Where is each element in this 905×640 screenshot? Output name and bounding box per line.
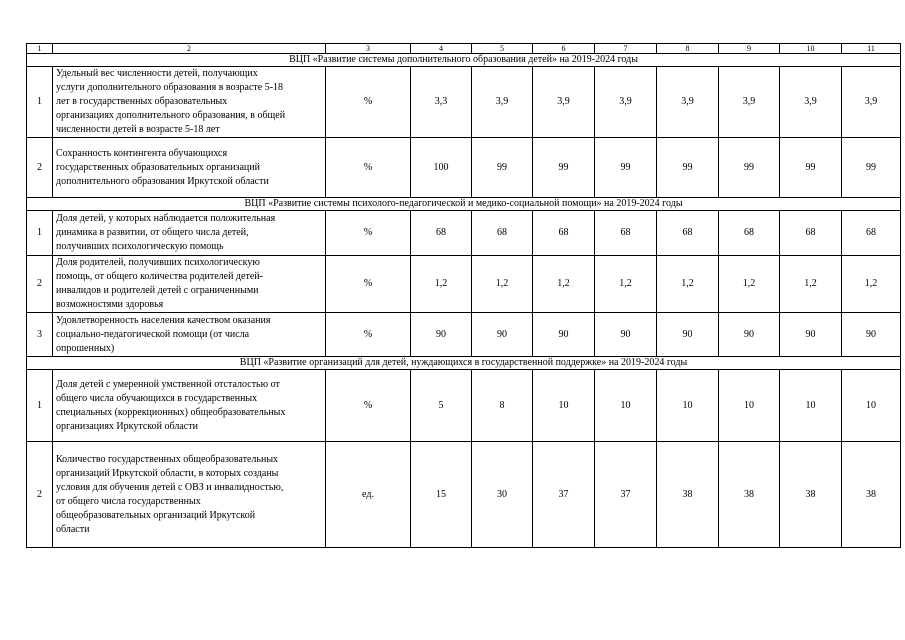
indicator-name-line: Удельный вес численности детей, получающих — [56, 68, 258, 79]
row-number: 1 — [27, 67, 53, 138]
table-row — [27, 67, 901, 138]
indicator-name-line: Доля детей с умеренной умственной отсталостью от — [56, 378, 280, 390]
header-cell: 4 — [411, 44, 472, 54]
indicator-name — [53, 442, 326, 548]
indicator-name-line: от общего числа государственных — [56, 495, 201, 507]
value-cell: 68 — [411, 211, 472, 256]
value-cell: 99 — [842, 138, 901, 198]
value-cell: 37 — [533, 442, 595, 548]
value-cell: 10 — [595, 370, 657, 442]
indicator-name-line: Доля детей, у которых наблюдается положительная — [56, 213, 276, 224]
indicator-name — [53, 370, 326, 442]
value-cell: 38 — [842, 442, 901, 548]
value-cell: 68 — [472, 211, 533, 256]
indicator-name-line: области — [56, 523, 90, 535]
value-cell: 99 — [472, 138, 533, 198]
indicator-name-line: организаций Иркутской области, в которых созданы — [56, 467, 279, 479]
value-cell: 68 — [533, 211, 595, 256]
table-row — [27, 138, 901, 198]
indicator-name-line: возможностями здоровья — [56, 299, 164, 310]
header-cell: 9 — [719, 44, 780, 54]
unit: % — [326, 313, 411, 357]
value-cell: 15 — [411, 442, 472, 548]
value-cell: 90 — [780, 313, 842, 357]
value-cell: 3,9 — [719, 67, 780, 138]
value-cell: 3,9 — [595, 67, 657, 138]
value-cell: 99 — [719, 138, 780, 198]
value-cell: 30 — [472, 442, 533, 548]
value-cell: 1,2 — [411, 256, 472, 313]
value-cell: 99 — [533, 138, 595, 198]
value-cell: 99 — [657, 138, 719, 198]
row-number: 1 — [27, 370, 53, 442]
indicator-name-line: лет в государственных образовательных — [56, 96, 228, 107]
value-cell: 3,9 — [472, 67, 533, 138]
value-cell: 8 — [472, 370, 533, 442]
indicator-name-line: Количество государственных общеобразовательных — [56, 453, 279, 465]
indicator-name-line: государственных образовательных организаций — [56, 161, 260, 173]
table-row — [27, 370, 901, 442]
section-title: ВЦП «Развитие системы дополнительного образования детей» на 2019-2024 годы — [27, 54, 901, 67]
header-cell: 11 — [842, 44, 901, 54]
indicator-name-line: организациях дополнительного образования, в общей — [56, 110, 286, 121]
value-cell: 1,2 — [595, 256, 657, 313]
indicator-name-line: получивших психологическую помощь — [56, 241, 224, 252]
value-cell: 38 — [719, 442, 780, 548]
indicator-name-line: Сохранность контингента обучающихся — [56, 147, 228, 159]
value-cell: 10 — [657, 370, 719, 442]
value-cell: 68 — [657, 211, 719, 256]
indicator-name-line: дополнительного образования Иркутской области — [56, 175, 269, 187]
table-row — [27, 256, 901, 313]
unit: % — [326, 138, 411, 198]
unit: % — [326, 211, 411, 256]
indicator-name — [53, 138, 326, 198]
section-header-row — [27, 198, 901, 211]
value-cell: 68 — [780, 211, 842, 256]
value-cell: 90 — [842, 313, 901, 357]
indicator-name-line: условия для обучения детей с ОВЗ и инвалидностью, — [56, 481, 284, 493]
value-cell: 37 — [595, 442, 657, 548]
value-cell: 90 — [657, 313, 719, 357]
value-cell: 90 — [595, 313, 657, 357]
indicator-name-line: общего числа обучающихся в государственных — [56, 392, 258, 404]
value-cell: 3,9 — [780, 67, 842, 138]
value-cell: 38 — [780, 442, 842, 548]
header-row — [27, 44, 901, 54]
header-cell: 1 — [27, 44, 53, 54]
row-number: 2 — [27, 138, 53, 198]
value-cell: 3,9 — [533, 67, 595, 138]
indicator-name-line: численности детей в возрасте 5-18 лет — [56, 124, 220, 135]
value-cell: 3,9 — [842, 67, 901, 138]
value-cell: 90 — [719, 313, 780, 357]
indicator-name — [53, 67, 326, 138]
indicator-name-line: организациях Иркутской области — [56, 420, 198, 432]
header-cell: 8 — [657, 44, 719, 54]
value-cell: 100 — [411, 138, 472, 198]
indicator-name-line: инвалидов и родителей детей с ограниченными — [56, 285, 259, 296]
value-cell: 90 — [411, 313, 472, 357]
row-number: 3 — [27, 313, 53, 357]
unit: % — [326, 67, 411, 138]
indicator-name-line: общеобразовательных организаций Иркутской — [56, 509, 256, 521]
indicator-name — [53, 313, 326, 357]
unit: % — [326, 256, 411, 313]
indicator-name — [53, 256, 326, 313]
header-cell: 10 — [780, 44, 842, 54]
value-cell: 38 — [657, 442, 719, 548]
value-cell: 90 — [533, 313, 595, 357]
value-cell: 10 — [533, 370, 595, 442]
value-cell: 1,2 — [472, 256, 533, 313]
value-cell: 3,9 — [657, 67, 719, 138]
value-cell: 10 — [842, 370, 901, 442]
indicator-name-line: Удовлетворенность населения качеством оказания — [56, 314, 271, 326]
value-cell: 1,2 — [780, 256, 842, 313]
header-cell: 5 — [472, 44, 533, 54]
section-header-row — [27, 357, 901, 370]
value-cell: 10 — [719, 370, 780, 442]
table-row — [27, 313, 901, 357]
section-title: ВЦП «Развитие организаций для детей, нуждающихся в государственной поддержке» на 2019-2024 годы — [27, 357, 901, 370]
value-cell: 90 — [472, 313, 533, 357]
value-cell: 1,2 — [657, 256, 719, 313]
row-number: 1 — [27, 211, 53, 256]
section-title: ВЦП «Развитие системы психолого-педагогической и медико-социальной помощи» на 2019-2024 годы — [27, 198, 901, 211]
indicator-name-line: опрошенных) — [56, 342, 115, 354]
unit: % — [326, 370, 411, 442]
value-cell: 3,3 — [411, 67, 472, 138]
value-cell: 1,2 — [533, 256, 595, 313]
header-cell: 3 — [326, 44, 411, 54]
indicators-table — [26, 43, 901, 548]
row-number: 2 — [27, 442, 53, 548]
table-row — [27, 211, 901, 256]
value-cell: 99 — [595, 138, 657, 198]
value-cell: 5 — [411, 370, 472, 442]
indicator-name — [53, 211, 326, 256]
table-body — [27, 44, 901, 548]
header-cell: 6 — [533, 44, 595, 54]
value-cell: 99 — [780, 138, 842, 198]
table-row — [27, 442, 901, 548]
indicator-name-line: Доля родителей, получивших психологическую — [56, 257, 260, 268]
header-cell: 2 — [53, 44, 326, 54]
value-cell: 10 — [780, 370, 842, 442]
row-number: 2 — [27, 256, 53, 313]
value-cell: 68 — [719, 211, 780, 256]
section-header-row — [27, 54, 901, 67]
indicator-name-line: специальных (коррекционных) общеобразовательных — [56, 406, 286, 418]
indicator-name-line: услуги дополнительного образования в возрасте 5-18 — [56, 82, 284, 93]
header-cell: 7 — [595, 44, 657, 54]
value-cell: 1,2 — [719, 256, 780, 313]
indicator-name-line: динамика в развитии, от общего числа детей, — [56, 227, 249, 238]
value-cell: 1,2 — [842, 256, 901, 313]
indicator-name-line: социально-педагогической помощи (от числа — [56, 328, 250, 340]
value-cell: 68 — [842, 211, 901, 256]
unit: ед. — [326, 442, 411, 548]
indicator-name-line: помощь, от общего количества родителей детей- — [56, 271, 263, 282]
value-cell: 68 — [595, 211, 657, 256]
